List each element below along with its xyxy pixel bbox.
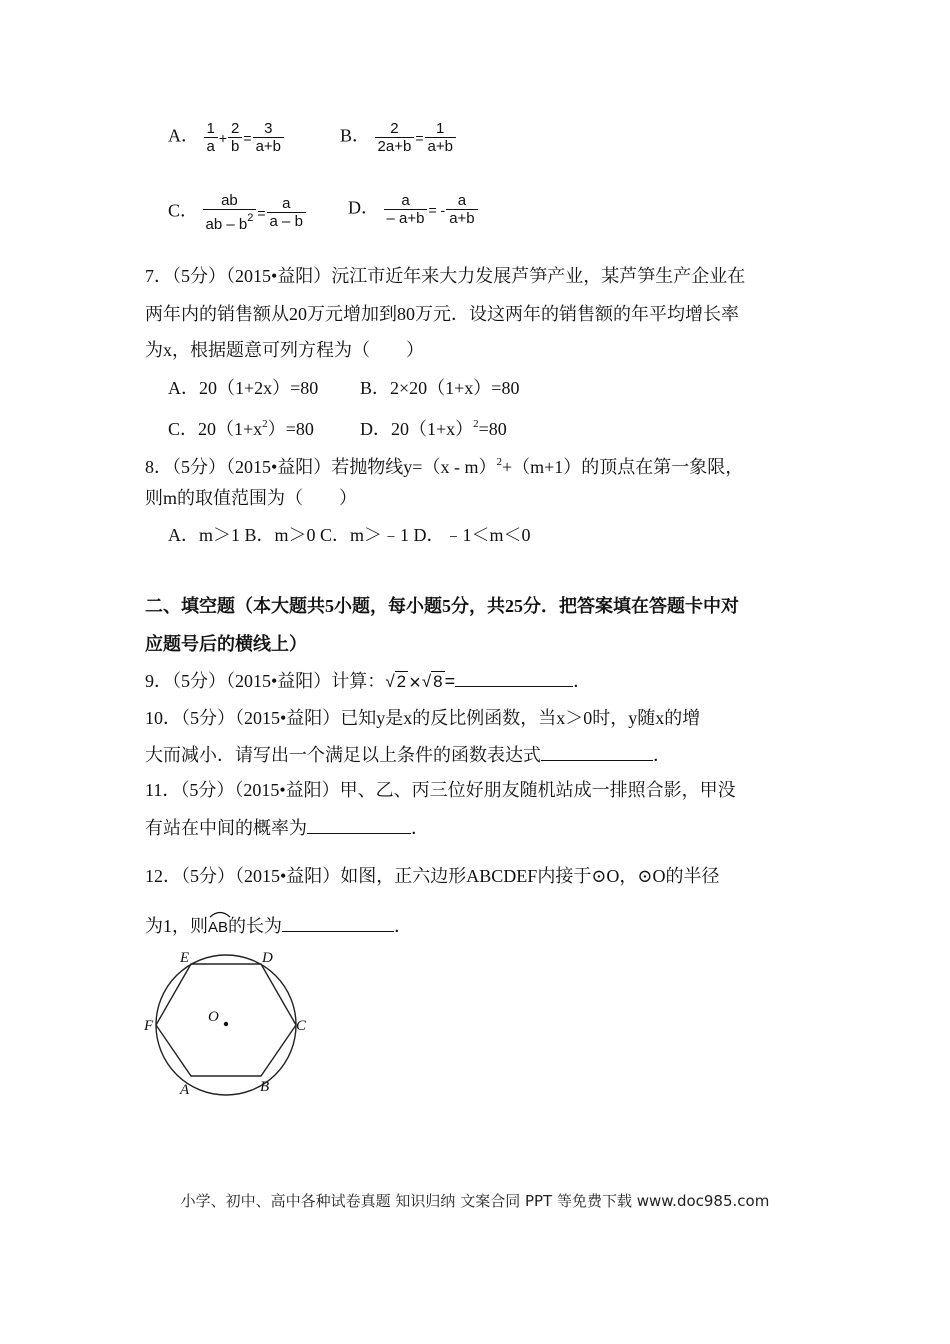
q6-option-c: C． $\frac{ab}{ab - b^2}$ = $\frac{a}{a - b}$ [168, 192, 306, 233]
q6-row-ab: A． $\frac{1}{a}$ + $\frac{2}{b}$ = $\frac{3}{a+b}$ [168, 120, 284, 155]
arc-ab-symbol: AB [208, 916, 228, 940]
label-o: O [208, 1009, 219, 1025]
q6-c-frac2: $\frac{a}{a - b}$ [267, 195, 306, 230]
q6-option-c-letter: C． [168, 200, 199, 221]
q7-option-d: D．$20(1+x)^2=80$ [360, 418, 507, 439]
label-a: A [180, 1082, 190, 1098]
q6-c-frac1: $\frac{ab}{ab - b^2}$ [203, 192, 257, 233]
q6-a-frac3: $\frac{3}{a+b}$ [253, 120, 284, 155]
q11-line-2: 有站在中间的概率为 ． [145, 815, 429, 840]
q6-a-frac2: $\frac{2}{b}$ [228, 120, 242, 155]
label-b: B [260, 1079, 270, 1095]
hexagon-abcdef [156, 964, 296, 1076]
q7-option-b: B．2×20（1+x）=80 [360, 378, 520, 398]
q11-line-1: 11．（5分）（2015•益阳）甲、乙、丙三位好朋友随机站成一排照合影，甲没 [145, 780, 736, 800]
section-2-heading-line-1: 二、填空题（本大题共5小题，每小题5分，共25分．把答案填在答题卡中对 [145, 596, 739, 616]
q6-a-frac1: $\frac{1}{a}$ [204, 120, 218, 155]
q8-options: A．m＞1 B．m＞0 C．m＞﹣1 D．﹣1＜m＜0 [168, 525, 531, 545]
q7-line-1: 7．（5分）（2015•益阳）沅江市近年来大力发展芦笋产业，某芦笋生产企业在 [145, 266, 746, 286]
q12-line-2: 为1，则 AB的长为 ． [145, 913, 412, 940]
sqrt-2: √ 2 [385, 672, 407, 691]
center-point [224, 1022, 228, 1026]
q7-option-c: C．$20(1+x^2)=80$ [168, 418, 314, 439]
q10-answer-blank[interactable] [541, 742, 653, 761]
page-footer: 小学、初中、高中各种试卷真题 知识归纳 文案合同 PPT 等免费下载 www.doc985.com [180, 1192, 770, 1210]
q6-b-frac1: $\frac{2}{2a+b}$ [375, 120, 415, 155]
q10-line-1: 10．（5分）（2015•益阳）已知y是x的反比例函数，当x＞0时，y随x的增 [145, 708, 701, 728]
q10-line-2: 大而减小．请写出一个满足以上条件的函数表达式 ． [145, 742, 671, 767]
q6-d-frac2: $\frac{a}{a+b}$ [446, 192, 477, 227]
hexagon-circle-figure [138, 948, 318, 1098]
q6-option-b-letter: B． [340, 125, 371, 146]
section-2-heading-line-2: 应题号后的横线上） [145, 634, 307, 654]
q9-answer-blank[interactable] [455, 668, 573, 687]
label-c: C [296, 1018, 307, 1034]
q6-d-frac1: $\frac{a}{- a+b}$ [384, 192, 428, 227]
q12-line-1: 12．（5分）（2015•益阳）如图，正六边形ABCDEF内接于⊙O，⊙O的半径 [145, 866, 720, 886]
q6-option-b: B． $\frac{2}{2a+b}$ = $\frac{1}{a+b}$ [340, 120, 456, 155]
label-e: E [180, 950, 190, 966]
q6-option-d-letter: D． [348, 197, 379, 218]
q7-line-3: 为x，根据题意可列方程为（ ） [145, 340, 424, 360]
q7-line-2: 两年内的销售额从20万元增加到80万元．设这两年的销售额的年平均增长率 [145, 304, 739, 324]
q6-option-d: D． $\frac{a}{- a+b}$ = - $\frac{a}{a+b}$ [348, 192, 478, 227]
q8-line-1: 8．（5分）（2015•益阳）若抛物线y=（x - m）$^2$+（m+1）的顶点在第一象限， [145, 456, 744, 477]
label-d: D [262, 950, 273, 966]
label-f: F [144, 1018, 154, 1034]
q6-option-a-letter: A． [168, 125, 199, 146]
sqrt-8: √ 8 [421, 672, 443, 691]
q6-b-frac2: $\frac{1}{a+b}$ [425, 120, 456, 155]
q8-line-2: 则m的取值范围为（ ） [145, 488, 357, 508]
q12-answer-blank[interactable] [282, 913, 394, 932]
q11-answer-blank[interactable] [307, 815, 411, 834]
q7-option-a: A．20（1+2x）=80 [168, 378, 319, 398]
q9-line: 9．（5分）（2015•益阳）计算：√ 2 ×√ 8 = ． [145, 668, 591, 695]
